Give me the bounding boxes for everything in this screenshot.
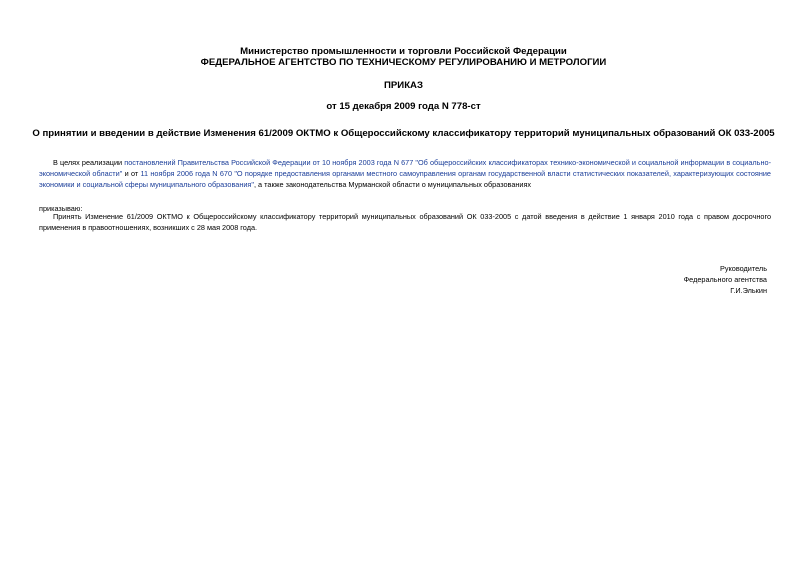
order-type: ПРИКАЗ: [384, 80, 423, 91]
decree-paragraph: [39, 211, 771, 233]
ministry-name: Министерство промышленности и торговли Российской Федерации: [240, 46, 567, 57]
decree-text: Принять Изменение 61/2009 ОКТМО к Общероссийскому классификатору территорий муниципальных образований ОК 033-2005 с датой введения в действие 1 января 2010 года с правом досрочного применения в правоотношениях, возникших с 28 мая 2008 года.: [39, 212, 771, 233]
document-header: [0, 46, 807, 68]
decree-word: приказываю:: [39, 204, 83, 213]
signatory-name: Г.И.Элькин: [730, 286, 767, 295]
order-date-number: от 15 декабря 2009 года N 778-ст: [326, 101, 481, 112]
document-title: О принятии и введении в действие Изменения 61/2009 ОКТМО к Общероссийскому классификатору территорий муниципальных образований ОК 033-2005: [32, 128, 775, 139]
preamble-tail: , а также законодательства Мурманской области о муниципальных образованиях: [253, 180, 532, 190]
signature-block: [684, 263, 767, 296]
link-government-resolution-670[interactable]: 11 ноября 2006 года N 670 "О порядке предоставления органами местного самоуправления органам государственной власти статистических показателей, характеризующих состояние экономики и социальной сферы муниципального образования": [39, 169, 771, 190]
agency-name: ФЕДЕРАЛЬНОЕ АГЕНТСТВО ПО ТЕХНИЧЕСКОМУ РЕГУЛИРОВАНИЮ И МЕТРОЛОГИИ: [200, 57, 607, 68]
preamble-lead: В целях реализации: [53, 158, 125, 167]
preamble-paragraph: [39, 157, 771, 191]
signatory-position-line2: Федерального агентства: [683, 275, 767, 284]
preamble-mid: и от: [122, 169, 141, 179]
link-government-resolution-677[interactable]: постановлений Правительства Российской Федерации от 10 ноября 2003 года N 677 "Об общероссийских классификаторах технико-экономической и социальной информации в социально-экономической области": [39, 158, 771, 179]
signatory-position-line1: Руководитель: [719, 264, 767, 273]
